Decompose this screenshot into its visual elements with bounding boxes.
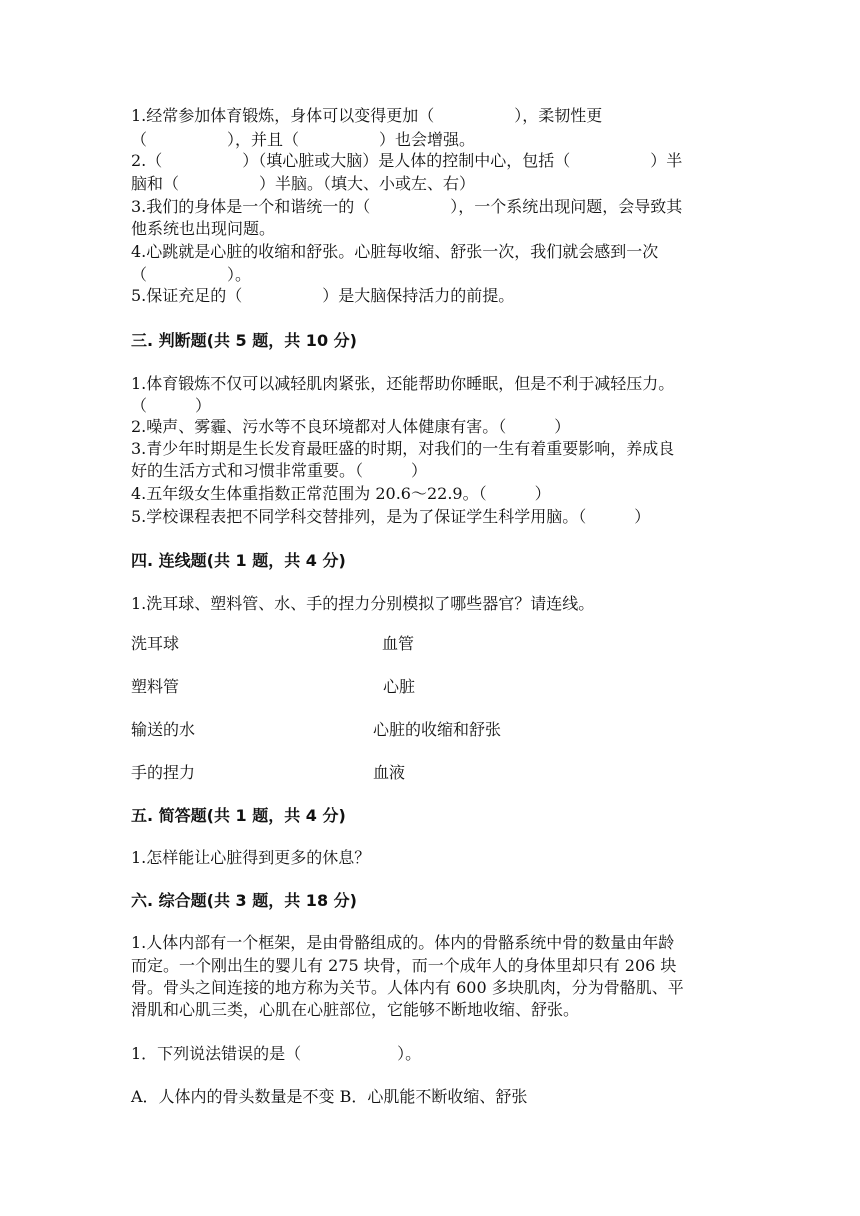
judge-line: 3.青少年时期是生长发育最旺盛的时期，对我们的一生有着重要影响，养成良: [131, 439, 675, 458]
section-heading-comp: 六. 综合题(共 3 题，共 18 分): [131, 891, 357, 910]
comp-sub-question: 1．下列说法错误的是（ ）。: [131, 1044, 422, 1063]
match-right-item: 心脏: [383, 677, 416, 696]
judge-line: 1.体育锻炼不仅可以减轻肌肉紧张，还能帮助你睡眠，但是不利于减轻压力。: [131, 374, 675, 393]
section-heading-match: 四. 连线题(共 1 题，共 4 分): [131, 551, 346, 570]
fill-line: 1.经常参加体育锻炼，身体可以变得更加（ ），柔韧性更: [131, 106, 603, 125]
judge-line: 4.五年级女生体重指数正常范围为 20.6～22.9。（ ）: [131, 484, 551, 503]
section-heading-short: 五. 简答题(共 1 题，共 4 分): [131, 806, 346, 825]
comp-options: A．人体内的骨头数量是不变 B．心肌能不断收缩、舒张: [131, 1087, 528, 1106]
comp-passage-line: 滑肌和心肌三类，心肌在心脏部位，它能够不断地收缩、舒张。: [131, 1000, 580, 1019]
fill-line: 5.保证充足的（ ）是大脑保持活力的前提。: [131, 286, 515, 305]
fill-line: 2.（ ）（填心脏或大脑）是人体的控制中心，包括（ ）半: [131, 151, 683, 170]
judge-line: 2.噪声、雾霾、污水等不良环境都对人体健康有害。（ ）: [131, 417, 571, 436]
judge-line: （ ）: [131, 396, 212, 415]
match-right-item: 心脏的收缩和舒张: [373, 720, 502, 739]
comp-passage-line: 而定。一个刚出生的婴儿有 275 块骨，而一个成年人的身体里却只有 206 块: [131, 956, 677, 975]
judge-line: 好的生活方式和习惯非常重要。（ ）: [131, 461, 428, 480]
fill-line: （ ），并且（ ）也会增强。: [131, 130, 476, 149]
match-left-item: 洗耳球: [131, 634, 180, 653]
judge-line: 5.学校课程表把不同学科交替排列，是为了保证学生科学用脑。（ ）: [131, 507, 651, 526]
fill-line: 他系统也出现问题。: [131, 219, 276, 238]
fill-line: 3.我们的身体是一个和谐统一的（ ），一个系统出现问题，会导致其: [131, 197, 683, 216]
match-left-item: 输送的水: [131, 720, 196, 739]
match-right-item: 血液: [373, 763, 406, 782]
comp-passage-line: 1.人体内部有一个框架，是由骨骼组成的。体内的骨骼系统中骨的数量由年龄: [131, 933, 675, 952]
match-question: 1.洗耳球、塑料管、水、手的捏力分别模拟了哪些器官？请连线。: [131, 594, 595, 613]
section-heading-judge: 三. 判断题(共 5 题，共 10 分): [131, 331, 357, 350]
fill-line: 脑和（ ）半脑。（填大、小或左、右）: [131, 174, 476, 193]
short-question: 1.怎样能让心脏得到更多的休息？: [131, 848, 371, 867]
fill-line: 4.心跳就是心脏的收缩和舒张。心脏每收缩、舒张一次，我们就会感到一次: [131, 242, 659, 261]
match-left-item: 手的捏力: [131, 763, 196, 782]
comp-passage-line: 骨。骨头之间连接的地方称为关节。人体内有 600 多块肌肉，分为骨骼肌、平: [131, 978, 684, 997]
fill-line: （ ）。: [131, 265, 252, 284]
match-left-item: 塑料管: [131, 677, 180, 696]
match-right-item: 血管: [382, 634, 415, 653]
